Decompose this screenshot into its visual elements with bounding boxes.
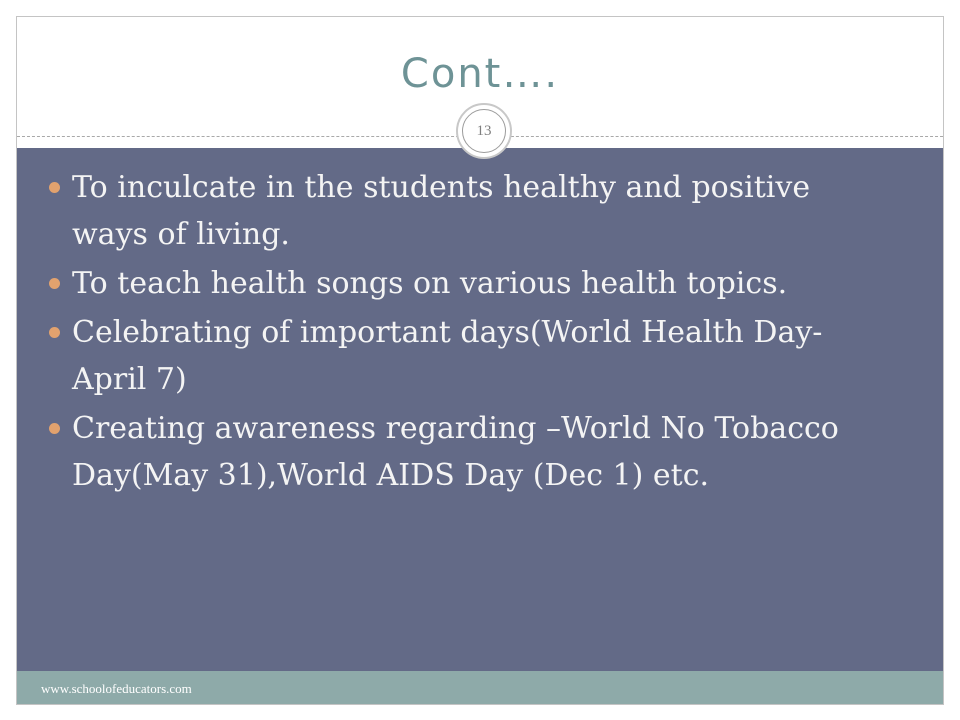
bullet-item [17,405,943,499]
bullet-text-line: To inculcate in the students healthy and positive [72,170,811,205]
bullet-item [17,260,943,307]
bullet-item [17,309,943,403]
bullet-dot-icon [49,182,60,193]
bullet-text-line: ways of living. [72,217,290,252]
bullet-text-line: April 7) [72,362,187,397]
footer-url: www.schoolofeducators.com [41,681,192,696]
slide-footer [17,671,943,704]
slide-number: 13 [476,123,492,139]
bullet-list [17,164,943,501]
bullet-text-line: Celebrating of important days(World Health Day- [72,315,823,350]
slide-title: Cont…. [400,51,560,97]
bullet-dot-icon [49,327,60,338]
bullet-item [17,164,943,258]
bullet-text-line: Creating awareness regarding –World No Tobacco [72,411,839,446]
slide [16,16,944,705]
bullet-text-line: Day(May 31),World AIDS Day (Dec 1) etc. [72,458,710,493]
slide-body [17,148,943,671]
slide-number-badge [456,103,512,159]
bullet-dot-icon [49,423,60,434]
bullet-text-line: To teach health songs on various health topics. [72,266,788,301]
bullet-dot-icon [49,278,60,289]
